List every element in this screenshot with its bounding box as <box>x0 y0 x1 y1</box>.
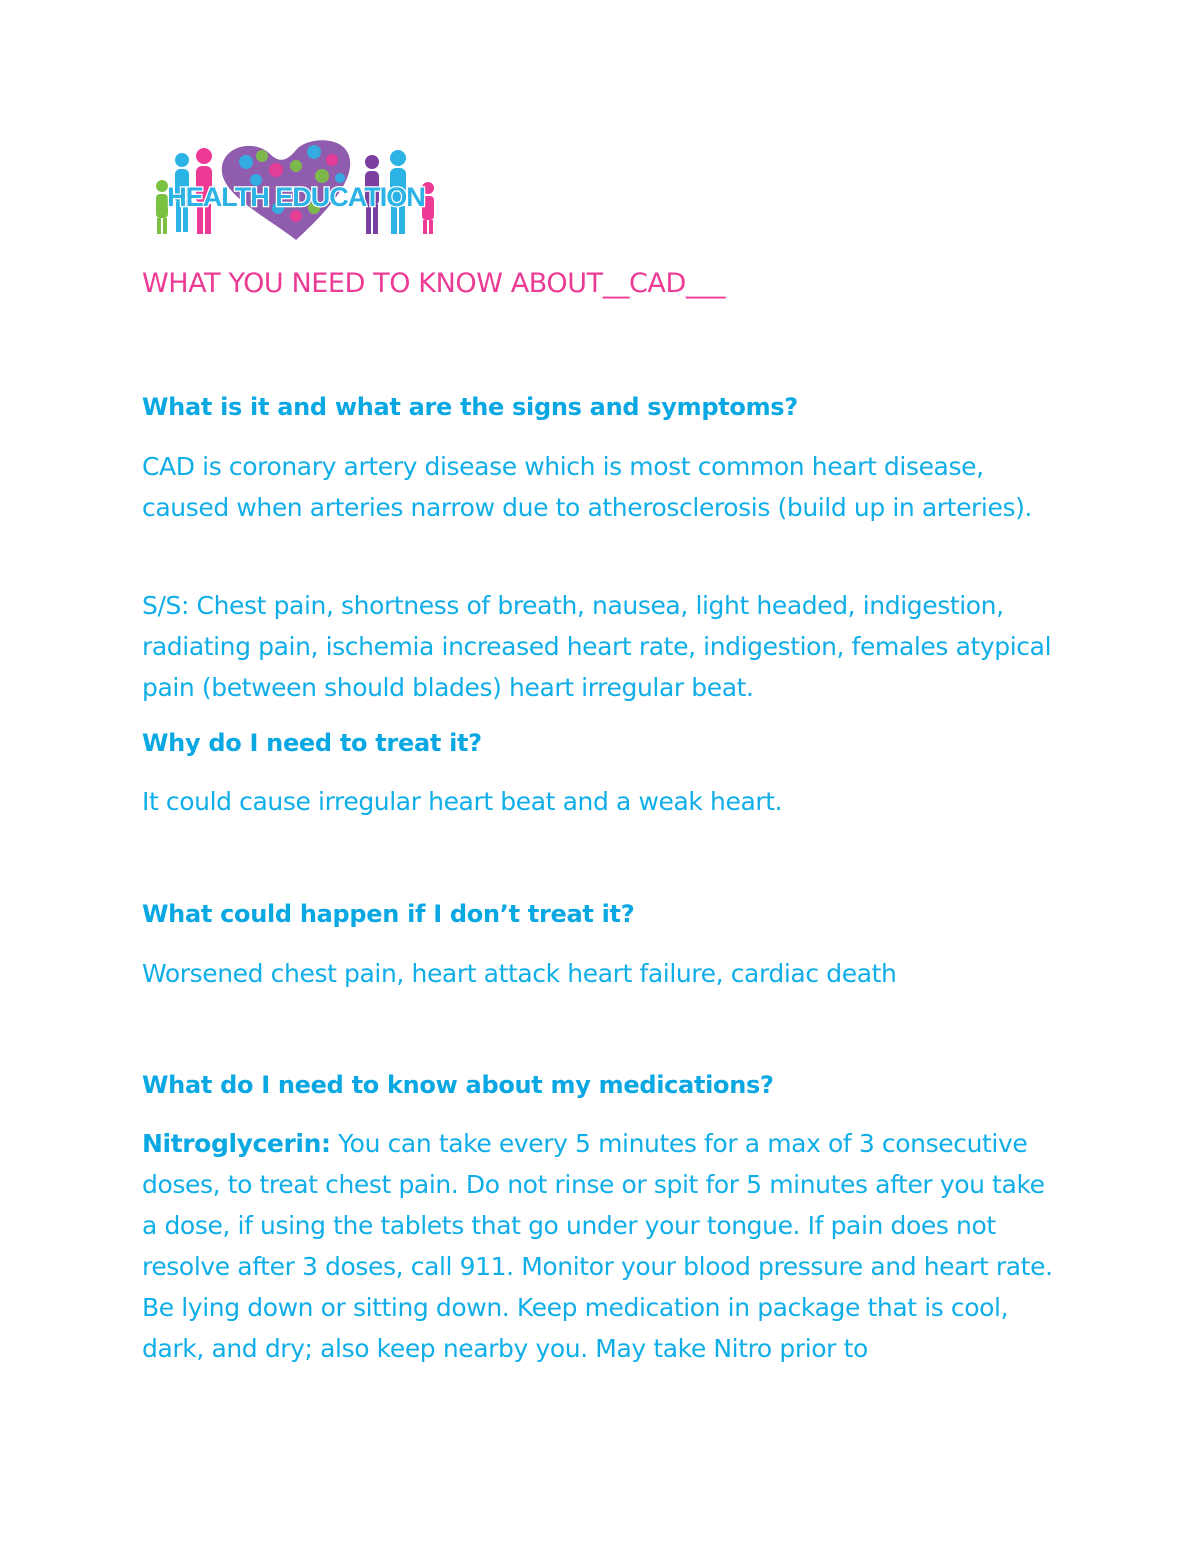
medication-instructions: You can take every 5 minutes for a max of 3 consecutive doses, to treat chest pain. Do not rinse or spit for 5 minutes after you take a dose, if using the tablets that go under your tongue. If pain does not resolve after 3 doses, call 911. Monitor your blood pressure and heart rate. Be lying down or sitting down. Keep medication in package that is cool, dark, and dry; also keep nearby you. May take Nitro prior to <box>142 1129 1053 1363</box>
paragraph-consequences: Worsened chest pain, heart attack heart failure, cardiac death <box>142 959 897 988</box>
paragraph-definition: CAD is coronary artery disease which is most common heart disease, caused when arteries narrow due to atherosclerosis (build up in arteries). <box>142 452 1032 522</box>
section-heading-medications: What do I need to know about my medications? <box>142 1071 774 1099</box>
health-education-logo <box>146 136 446 246</box>
paragraph-why-treat: It could cause irregular heart beat and a weak heart. <box>142 787 783 816</box>
section-heading-signs: What is it and what are the signs and symptoms? <box>142 393 798 421</box>
paragraph-nitroglycerin <box>142 1123 1062 1369</box>
paragraph-symptoms: S/S: Chest pain, shortness of breath, nausea, light headed, indigestion, radiating pain, ischemia increased heart rate, indigestion, females atypical pain (between should blades) heart irregular beat. <box>142 591 1052 702</box>
medication-name: Nitroglycerin: <box>142 1129 331 1158</box>
svg-text:HEALTH EDUCATION: HEALTH EDUCATION <box>167 182 425 212</box>
document-title: WHAT YOU NEED TO KNOW ABOUT__CAD___ <box>142 268 726 299</box>
section-heading-why-treat: Why do I need to treat it? <box>142 729 482 757</box>
section-heading-consequences: What could happen if I don’t treat it? <box>142 900 635 928</box>
